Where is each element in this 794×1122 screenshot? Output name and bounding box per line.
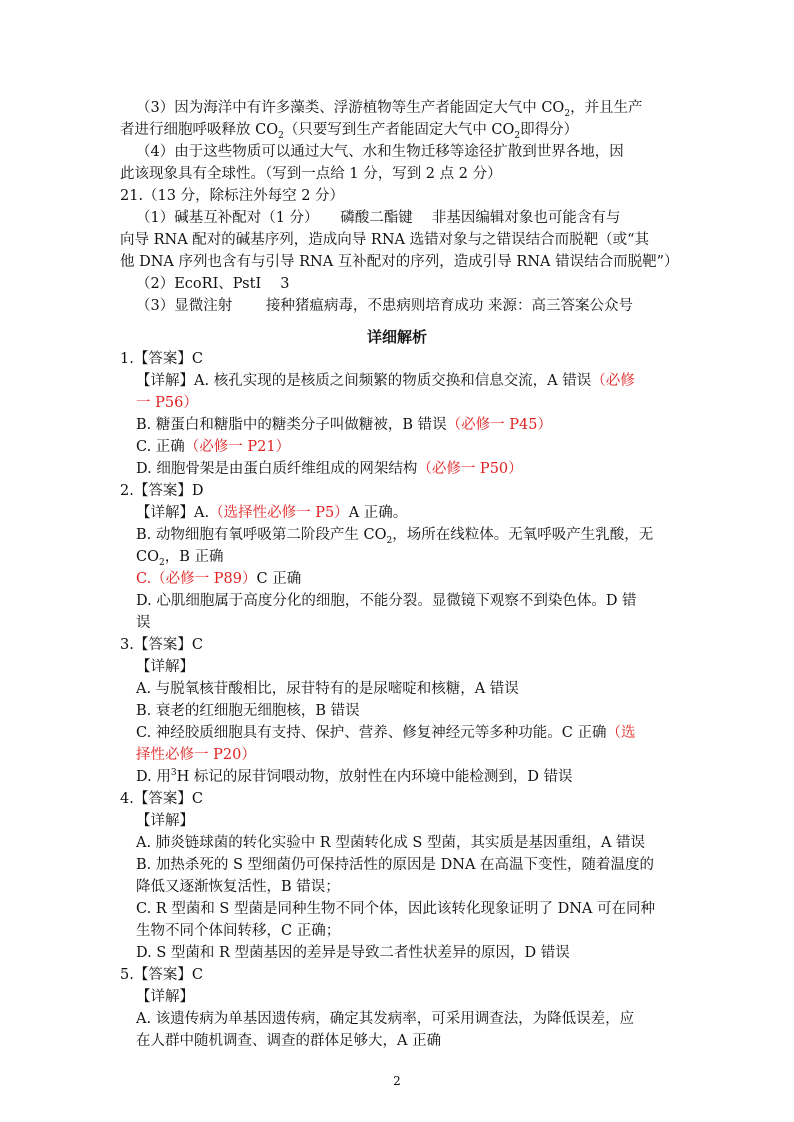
explanation-line: 【详解】A. 核孔实现的是核质之间频繁的物质交换和信息交流，A 错误（必修	[136, 373, 635, 389]
explanation-line: D. 细胞骨架是由蛋白质纤维组成的网架结构（必修一 P50）	[136, 461, 523, 477]
explanation-line: B. 加热杀死的 S 型细菌仍可保持活性的原因是 DNA 在高温下变性，随着温度的	[136, 857, 655, 873]
explanation-line: B. 衰老的红细胞无细胞核，B 错误	[136, 703, 360, 719]
explanation-line: C. R 型菌和 S 型菌是同种生物不同个体，因此该转化现象证明了 DNA 可在同种	[136, 901, 655, 917]
explanation-line: $CO_2$，B 正确	[136, 549, 224, 568]
explanation-line: A. 该遗传病为单基因遗传病，确定其发病率，可采用调查法，为降低误差，应	[136, 1011, 635, 1027]
explanation-line: C. 神经胶质细胞具有支持、保护、营养、修复神经元等多种功能。C 正确（选	[136, 725, 636, 741]
explanation-line: 在人群中随机调查、调查的群体足够大，A 正确	[136, 1033, 442, 1049]
answer-line: （2）EcoRⅠ、PstⅠ 3	[136, 276, 290, 292]
explanation-line: D. 用$^3$H 标记的尿苷饲喂动物，放射性在内环境中能检测到，D 错误	[136, 768, 573, 785]
explanation-line: 误	[136, 615, 151, 631]
answer-line: 者进行细胞呼吸释放 $CO_2$（只要写到生产者能固定大气中 $CO_2$即得分）	[120, 122, 579, 141]
explanation-label: 【详解】	[136, 989, 194, 1005]
explanation-line: D. S 型菌和 R 型菌基因的差异是导致二者性状差异的原因，D 错误	[136, 945, 570, 961]
answer-line: （3）显微注射 接种猪瘟病毒，不患病则培育成功 来源：高三答案公众号	[136, 298, 633, 314]
answer-line: 他 DNA 序列也含有与引导 RNA 互补配对的序列，造成引导 RNA 错误结合而脱靶”）	[120, 254, 679, 270]
explanation-line: A. 与脱氧核苷酸相比，尿苷特有的是尿嘧啶和核糖，A 错误	[136, 681, 519, 697]
explanation-line: 降低又逐渐恢复活性，B 错误；	[136, 879, 340, 895]
explanation-label: 【详解】	[136, 813, 194, 829]
answer-line: 此该现象具有全球性。（写到一点给 1 分，写到 2 点 2 分）	[120, 166, 502, 182]
explanation-line: C.（必修一 P89）C 正确	[136, 571, 302, 587]
reference-text: 一 P56）	[136, 395, 198, 411]
answer-heading: 4.【答案】C	[120, 791, 203, 807]
answer-heading: 5.【答案】C	[120, 967, 203, 983]
answer-heading: 2.【答案】D	[120, 483, 204, 499]
answer-line: （1）碱基互补配对（1 分） 磷酸二酯键 非基因编辑对象也可能含有与	[136, 210, 621, 226]
answer-line: （4）由于这些物质可以通过大气、水和生物迁移等途径扩散到世界各地，因	[136, 144, 624, 160]
answer-heading: 3.【答案】C	[120, 637, 203, 653]
explanation-line: 【详解】A.（选择性必修一 P5）A 正确。	[136, 505, 408, 521]
answer-line: 向导 RNA 配对的碱基序列，造成向导 RNA 选错对象与之错误结合而脱靶（或“其	[120, 232, 649, 248]
explanation-line: A. 肺炎链球菌的转化实验中 R 型菌转化成 S 型菌，其实质是基因重组，A 错误	[136, 835, 646, 851]
explanation-line: 生物不同个体间转移，C 正确；	[136, 923, 341, 939]
answer-line: （3）因为海洋中有许多藻类、浮游植物等生产者能固定大气中 $CO_2$，并且生产	[136, 100, 643, 119]
explanation-label: 【详解】	[136, 659, 194, 675]
explanation-line: D. 心肌细胞属于高度分化的细胞，不能分裂。显微镜下观察不到染色体。D 错	[136, 593, 637, 609]
section-title: 详细解析	[366, 328, 427, 346]
explanation-line: C. 正确（必修一 P21）	[136, 439, 291, 455]
explanation-line: B. 糖蛋白和糖脂中的糖类分子叫做糖被，B 错误（必修一 P45）	[136, 417, 552, 433]
reference-text: 择性必修一 P20）	[136, 747, 256, 763]
explanation-line: B. 动物细胞有氧呼吸第二阶段产生 $CO_2$，场所在线粒体。无氧呼吸产生乳酸，无	[136, 527, 654, 546]
answer-heading: 1.【答案】C	[120, 351, 203, 367]
page-number: 2	[393, 1074, 401, 1088]
question-heading: 21.（13 分，除标注外每空 2 分）	[120, 188, 345, 204]
